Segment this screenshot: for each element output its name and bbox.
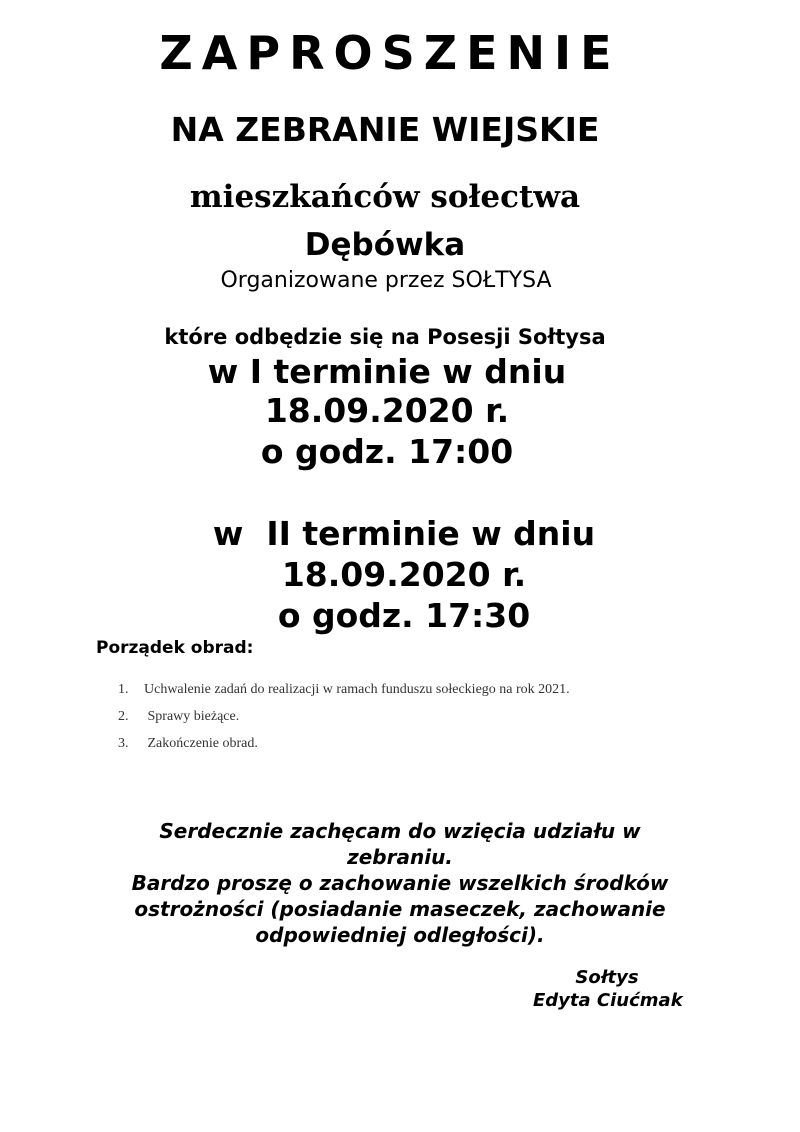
document-title: ZAPROSZENIE xyxy=(159,26,621,80)
organizer-line: Organizowane przez SOŁTYSA xyxy=(220,268,552,293)
closing-line: Serdecznie zachęcam do wzięcia udziału w xyxy=(159,819,641,843)
closing-line: zebraniu. xyxy=(347,845,453,869)
document-subtitle: NA ZEBRANIE WIEJSKIE xyxy=(170,110,600,149)
list-item xyxy=(118,734,570,761)
signature-name: Edyta Ciućmak xyxy=(533,990,683,1011)
signature-role: Sołtys xyxy=(575,967,639,988)
venue-line: które odbędzie się na Posesji Sołtysa xyxy=(164,325,606,349)
list-item-text: Sprawy bieżące. xyxy=(144,709,240,724)
residents-line: mieszkańców sołectwa xyxy=(189,179,581,215)
list-item xyxy=(118,707,570,734)
list-item-number: 1. xyxy=(118,682,129,697)
closing-line: ostrożności (posiadanie maseczek, zachowanie xyxy=(134,897,666,921)
second-term-date: 18.09.2020 r. xyxy=(281,555,527,594)
list-item xyxy=(118,680,570,707)
list-item-number: 2. xyxy=(118,709,129,724)
agenda-heading: Porządek obrad: xyxy=(96,638,254,658)
agenda-list xyxy=(118,680,570,761)
first-term-date: 18.09.2020 r. xyxy=(264,391,510,430)
village-name: Dębówka xyxy=(304,227,466,263)
closing-line: Bardzo proszę o zachowanie wszelkich środków xyxy=(131,871,669,895)
list-item-text: Zakończenie obrad. xyxy=(144,736,258,751)
second-term-time: o godz. 17:30 xyxy=(277,596,531,635)
list-item-text: Uchwalenie zadań do realizacji w ramach funduszu sołeckiego na rok 2021. xyxy=(144,682,570,697)
list-item-number: 3. xyxy=(118,736,129,751)
first-term-time: o godz. 17:00 xyxy=(260,432,514,471)
closing-line: odpowiedniej odległości). xyxy=(255,923,545,947)
closing-paragraph xyxy=(90,818,710,948)
second-term-heading: w II terminie w dniu xyxy=(212,514,596,553)
first-term-heading: w I terminie w dniu xyxy=(207,352,567,391)
